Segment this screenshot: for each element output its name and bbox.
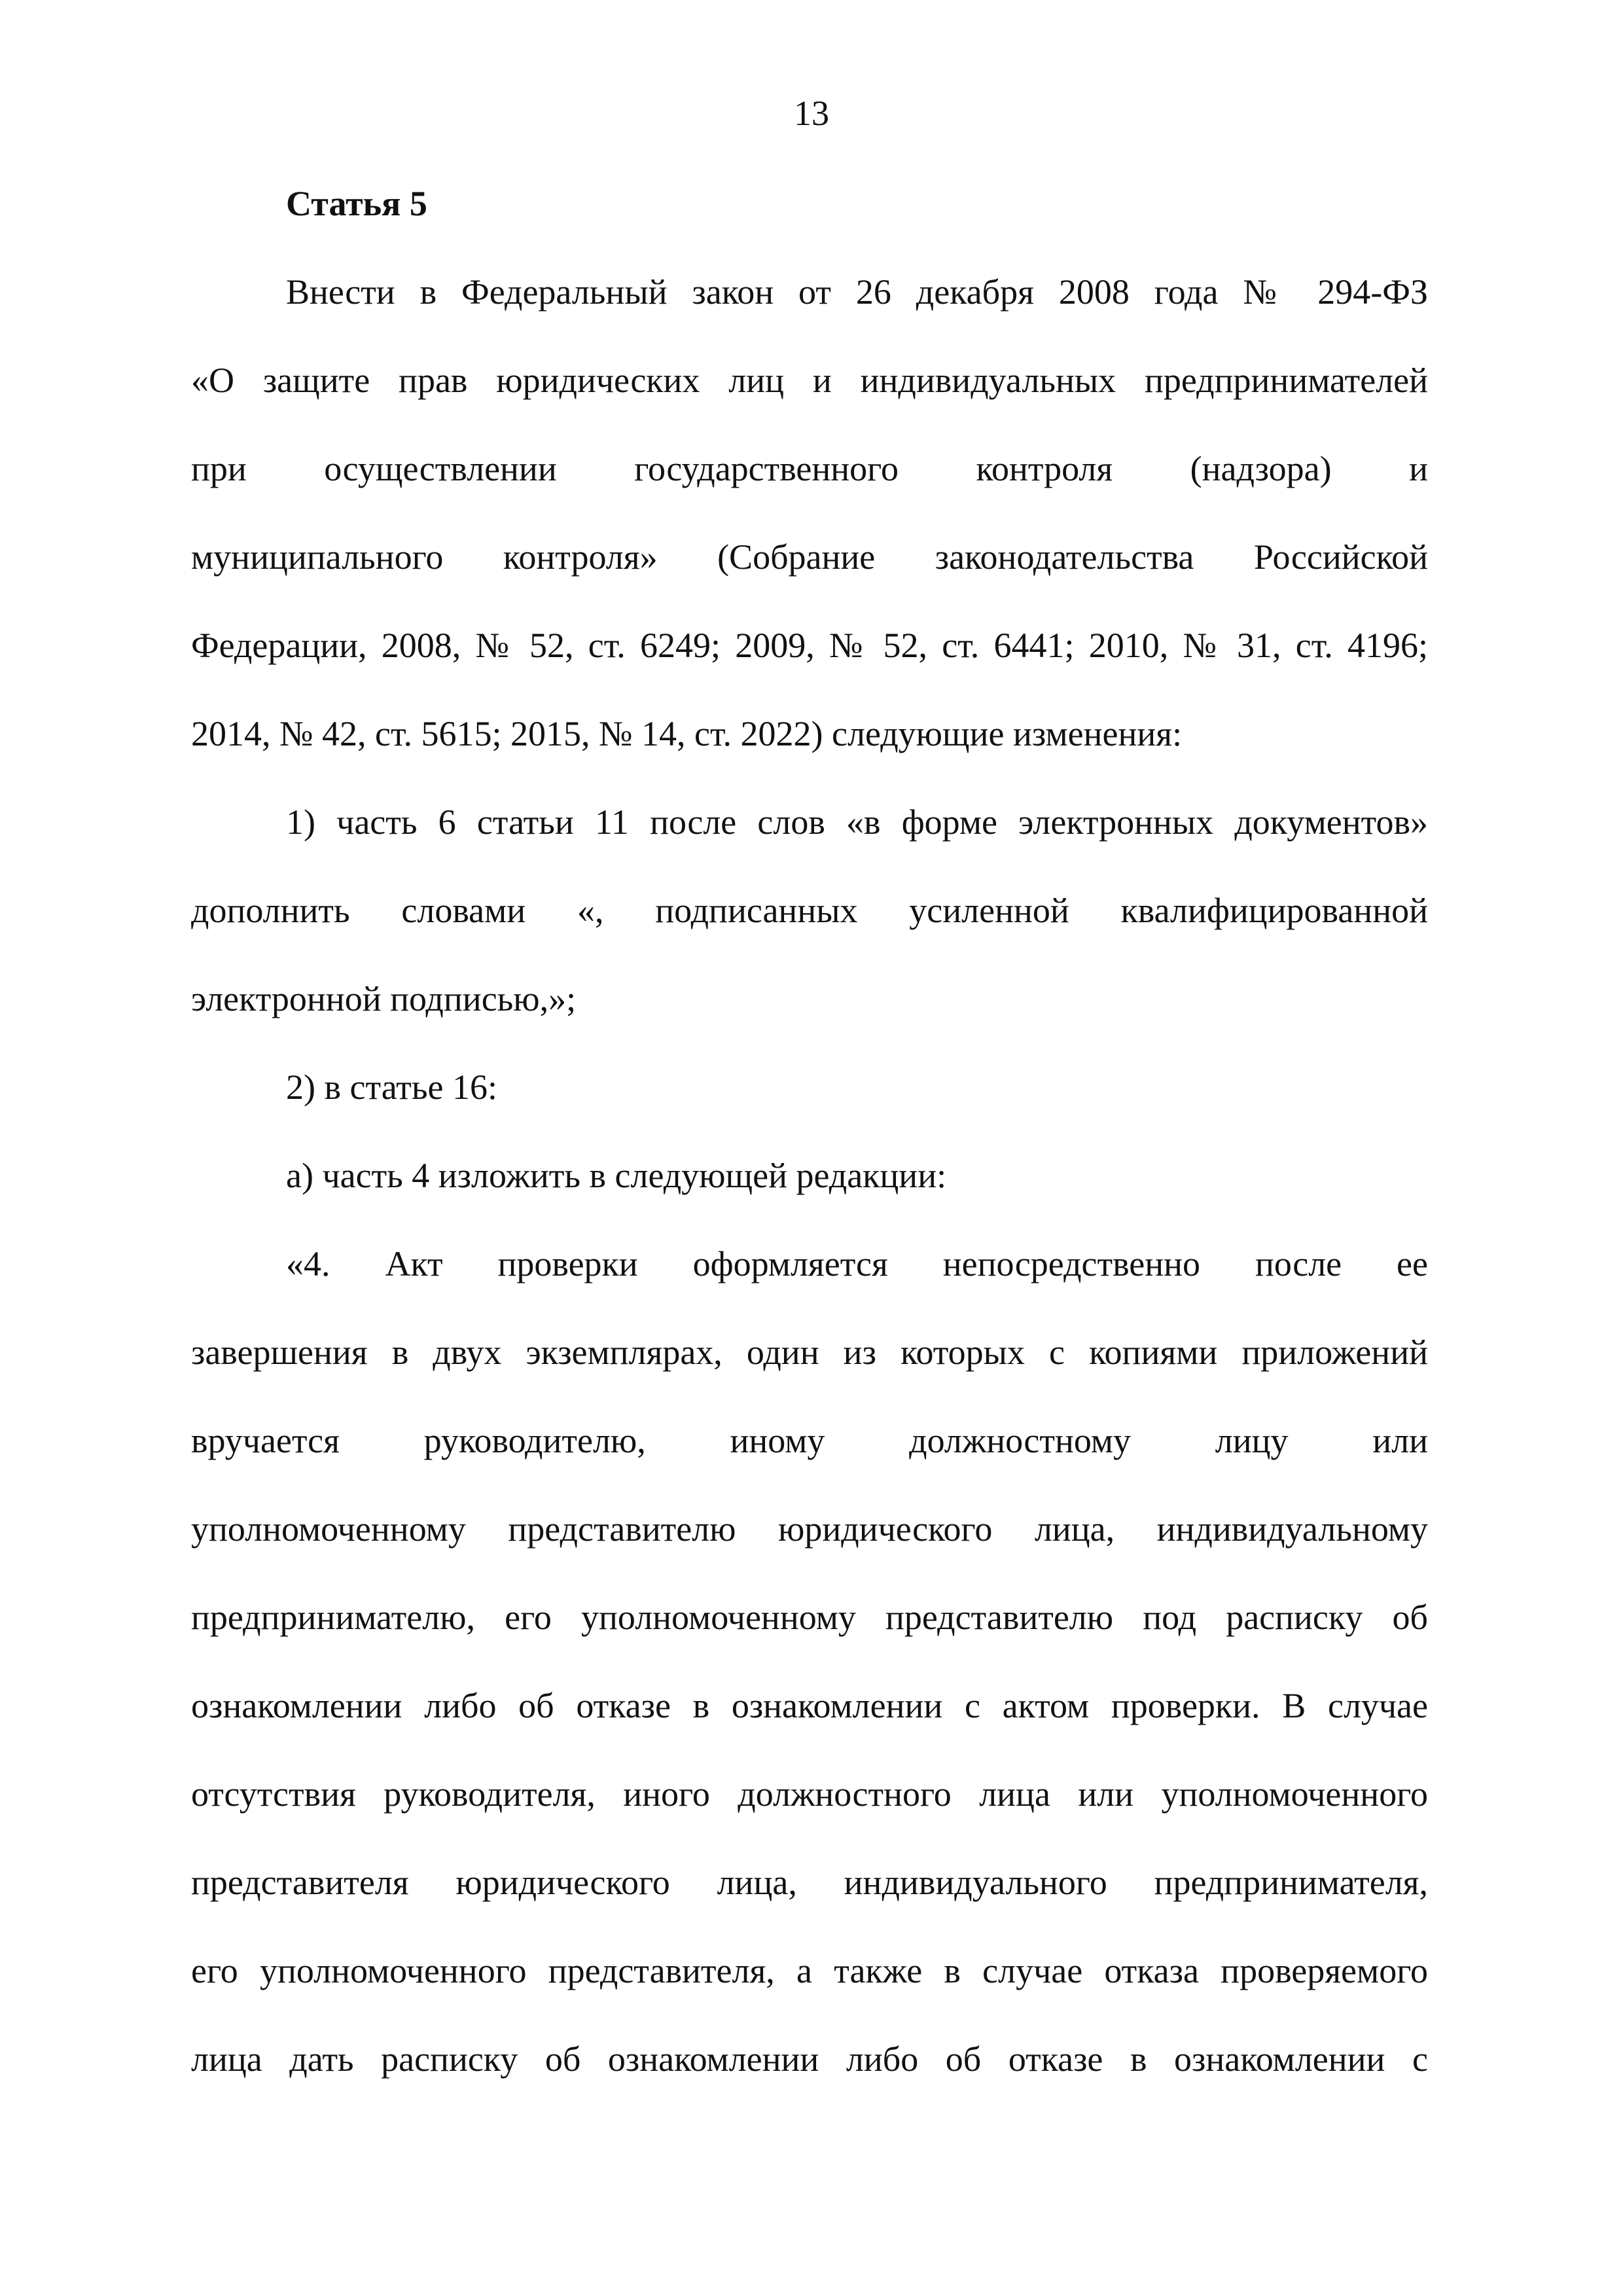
page-number: 13: [794, 94, 829, 133]
quoted-paragraph-line: представителя юридического лица, индивидуального предпринимателя,: [191, 1863, 1428, 1902]
quoted-paragraph-line: предпринимателю, его уполномоченному представителю под расписку об: [191, 1598, 1428, 1637]
quoted-paragraph-line: завершения в двух экземплярах, один из которых с копиями приложений: [191, 1333, 1428, 1372]
quoted-paragraph-line: ознакомлении либо об отказе в ознакомлении с актом проверки. В случае: [191, 1686, 1428, 1725]
list-item-line: 1) часть 6 статьи 11 после слов «в форме электронных документов»: [286, 802, 1428, 842]
quoted-paragraph-line: уполномоченному представителю юридического лица, индивидуальному: [191, 1509, 1428, 1549]
list-item-line: дополнить словами «, подписанных усиленной квалифицированной: [191, 891, 1428, 930]
article-heading: Статья 5: [286, 184, 427, 223]
quoted-paragraph-line: отсутствия руководителя, иного должностного лица или уполномоченного: [191, 1774, 1428, 1814]
paragraph-line: «О защите прав юридических лиц и индивидуальных предпринимателей: [191, 361, 1428, 400]
quoted-paragraph-line: вручается руководителю, иному должностному лицу или: [191, 1421, 1428, 1460]
list-item-line: а) часть 4 изложить в следующей редакции:: [286, 1156, 947, 1195]
quoted-paragraph-line: его уполномоченного представителя, а также в случае отказа проверяемого: [191, 1951, 1428, 1990]
paragraph-line: Внести в Федеральный закон от 26 декабря 2008 года № 294-ФЗ: [286, 272, 1428, 312]
quoted-paragraph-line: лица дать расписку об ознакомлении либо об отказе в ознакомлении с: [191, 2039, 1428, 2079]
paragraph-line: 2014, № 42, ст. 5615; 2015, № 14, ст. 2022) следующие изменения:: [191, 714, 1183, 753]
quoted-paragraph-line: «4. Акт проверки оформляется непосредственно после ее: [286, 1244, 1428, 1283]
paragraph-line: при осуществлении государственного контроля (надзора) и: [191, 449, 1428, 488]
list-item-line: 2) в статье 16:: [286, 1067, 497, 1107]
paragraph-line: муниципального контроля» (Собрание законодательства Российской: [191, 537, 1428, 577]
list-item-line: электронной подписью,»;: [191, 979, 577, 1018]
paragraph-line: Федерации, 2008, № 52, ст. 6249; 2009, № 52, ст. 6441; 2010, № 31, ст. 4196;: [191, 626, 1428, 665]
